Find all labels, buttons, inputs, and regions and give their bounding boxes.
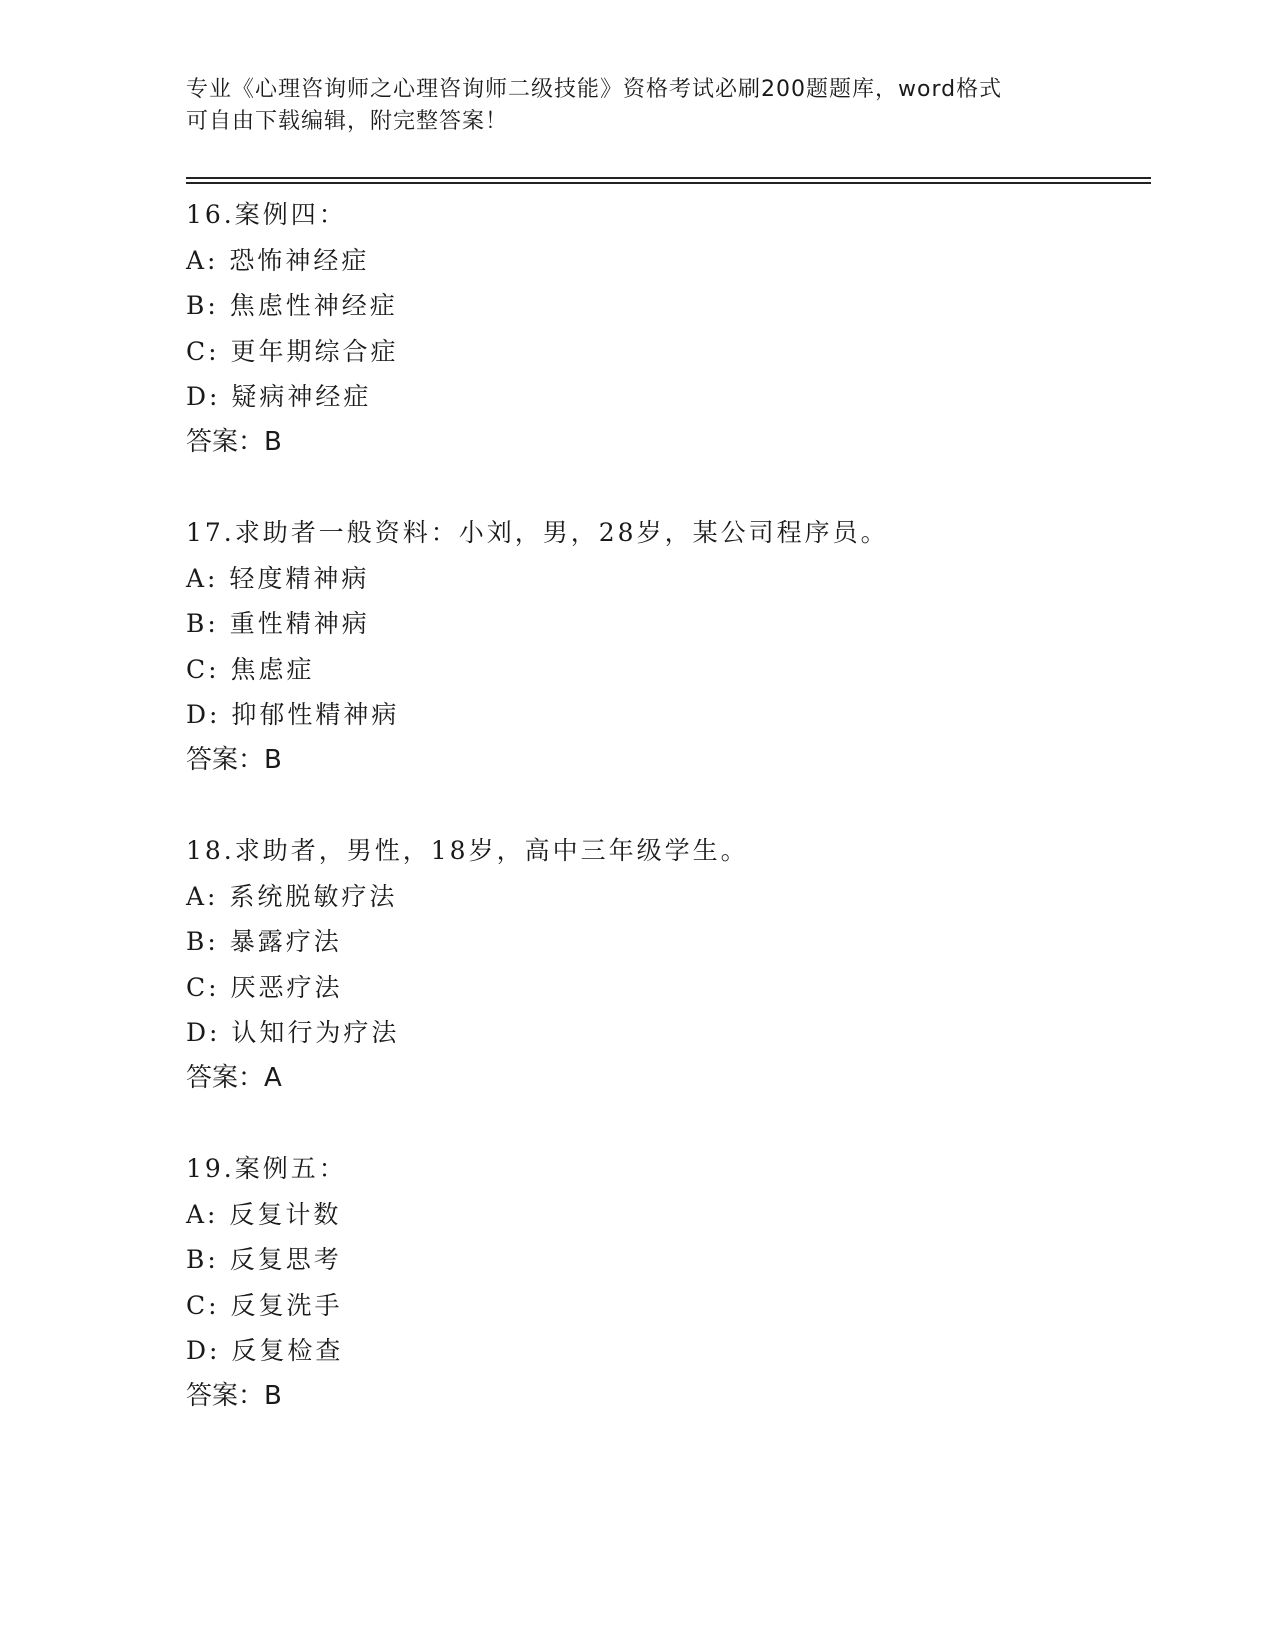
header-divider-bottom [186, 182, 1151, 184]
option-a: A: 系统脱敏疗法 [186, 881, 398, 911]
option-a: A: 恐怖神经症 [186, 245, 370, 275]
question-16 [186, 192, 1146, 465]
option-d: D: 抑郁性精神病 [186, 700, 400, 729]
option-d: D: 反复检查 [186, 1336, 344, 1365]
document-header [186, 74, 1066, 138]
question-list [186, 192, 1146, 1419]
option-d: D: 疑病神经症 [186, 382, 372, 411]
option-a: A: 反复计数 [186, 1199, 342, 1229]
header-divider-top [186, 177, 1151, 179]
answer-label: 答案：A [186, 1062, 282, 1093]
question-stem: 16.案例四： [186, 200, 347, 229]
header-line-2: 可自由下载编辑，附完整答案！ [186, 109, 509, 134]
header-line-1: 专业《心理咨询师之心理咨询师二级技能》资格考试必刷200题题库，word格式 [186, 77, 1003, 102]
question-stem: 18.求助者，男性，18岁，高中三年级学生。 [186, 836, 749, 865]
answer-label: 答案：B [186, 1380, 282, 1411]
question-18 [186, 828, 1146, 1101]
option-d: D: 认知行为疗法 [186, 1018, 400, 1047]
option-b: B: 暴露疗法 [186, 927, 342, 956]
answer-label: 答案：B [186, 744, 282, 775]
option-b: B: 反复思考 [186, 1245, 342, 1274]
question-17 [186, 510, 1146, 783]
option-a: A: 轻度精神病 [186, 563, 370, 593]
option-c: C: 更年期综合症 [186, 336, 399, 366]
question-19 [186, 1146, 1146, 1419]
option-c: C: 厌恶疗法 [186, 972, 343, 1002]
option-c: C: 反复洗手 [186, 1290, 343, 1320]
option-b: B: 焦虑性神经症 [186, 291, 398, 320]
option-b: B: 重性精神病 [186, 609, 370, 638]
question-stem: 17.求助者一般资料：小刘，男，28岁，某公司程序员。 [186, 518, 889, 547]
question-stem: 19.案例五： [186, 1154, 347, 1183]
answer-label: 答案：B [186, 426, 282, 457]
option-c: C: 焦虑症 [186, 654, 315, 684]
